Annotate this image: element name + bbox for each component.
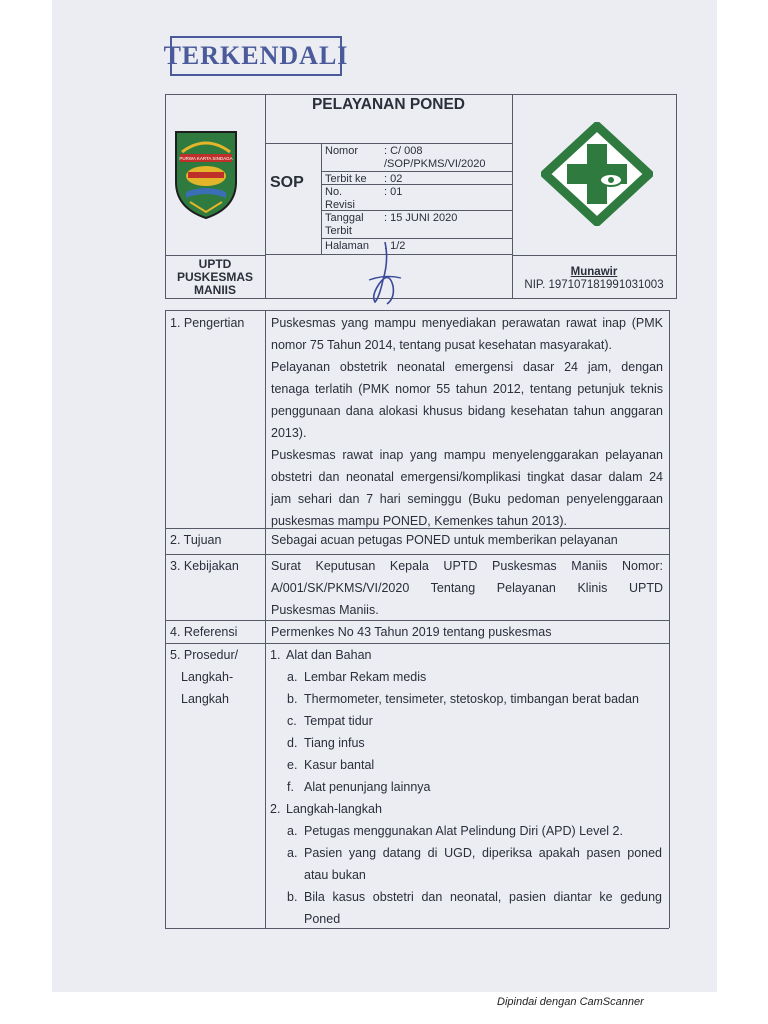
item-mark: b.: [287, 890, 298, 904]
sop-title: PELAYANAN PONED: [311, 96, 466, 113]
terkendali-stamp: TERKENDALI: [170, 36, 342, 76]
item-text-line: Lembar Rekam medis: [304, 670, 427, 684]
meta-label: Tanggal: [325, 212, 364, 224]
table-top-line: [165, 310, 669, 311]
meta-label: Nomor: [325, 145, 359, 157]
row-text-line: Pelayanan obstetrik neonatal emergensi dasar 24 jam, dengan: [271, 360, 663, 374]
header-border-right: [676, 94, 677, 299]
table-left-line: [165, 310, 166, 928]
item-mark: f.: [287, 780, 294, 794]
row-label: Langkah: [181, 692, 229, 706]
item-text-line: Alat penunjang lainnya: [304, 780, 431, 794]
sop-label: SOP: [270, 174, 304, 191]
item-text-line: Poned: [304, 912, 341, 926]
row-text-line: puskesmas mampu PONED, Kemenkes tahun 2013).: [271, 514, 567, 528]
meta-value: : 01: [384, 186, 403, 198]
row-text-line: A/001/SK/PKMS/VI/2020 Tentang Pelayanan Klinis UPTD: [271, 581, 663, 595]
row-text-line: Sebagai acuan petugas PONED untuk memberikan pelayanan: [271, 533, 618, 547]
section-number: 1.: [270, 648, 281, 662]
puskesmas-logo-icon: [541, 122, 653, 226]
row-text-line: Surat Keputusan Kepala UPTD Puskesmas Maniis Nomor:: [271, 559, 663, 573]
item-text-line: atau bukan: [304, 868, 366, 882]
signature-icon: [365, 240, 405, 308]
unit-name: [165, 258, 265, 297]
meta-label: Terbit: [325, 225, 352, 237]
header-border-top: [165, 94, 676, 95]
table-row-line: [165, 620, 669, 621]
item-mark: c.: [287, 714, 297, 728]
section-title: Alat dan Bahan: [286, 648, 372, 662]
item-text-line: Bila kasus obstetri dan neonatal, pasien diantar ke gedung: [304, 890, 662, 904]
table-mid-line: [265, 310, 266, 928]
meta-value: : 15 JUNI 2020: [384, 212, 458, 224]
table-row-line: [165, 528, 669, 529]
header-border-bottom: [165, 298, 676, 299]
unit-line-1: UPTD: [198, 257, 232, 271]
row-text-line: Puskesmas rawat inap yang mampu menyelenggarakan pelayanan: [271, 448, 663, 462]
header-divider-1: [265, 94, 266, 299]
meta-label: Terbit ke: [325, 173, 367, 185]
camscanner-footer: Dipindai dengan CamScanner: [497, 996, 644, 1008]
row-text-line: nomor 75 Tahun 2014, tentang pusat kesehatan masyarakat).: [271, 338, 612, 352]
item-text-line: Tempat tidur: [304, 714, 373, 728]
row-text-line: jam sehari dan 7 hari seminggu (Buku pedoman penyelenggaraan: [271, 492, 663, 506]
unit-line-3: MANIIS: [194, 283, 236, 297]
meta-row-4: [321, 238, 512, 239]
item-mark: a.: [287, 670, 298, 684]
meta-label: Halaman: [325, 240, 370, 252]
right-split-line: [512, 255, 676, 256]
meta-value: : C/ 008: [384, 145, 423, 157]
meta-row-1: [321, 171, 512, 172]
row-label: 5. Prosedur/: [170, 648, 239, 662]
row-label: 4. Referensi: [170, 625, 238, 639]
meta-label: Revisi: [325, 199, 355, 211]
table-row-line: [165, 643, 669, 644]
section-title: Langkah-langkah: [286, 802, 382, 816]
meta-value: : 02: [384, 173, 403, 185]
item-text-line: Kasur bantal: [304, 758, 375, 772]
row-label: 1. Pengertian: [170, 316, 245, 330]
item-mark: b.: [287, 692, 298, 706]
row-label: Langkah-: [181, 670, 234, 684]
item-mark: e.: [287, 758, 298, 772]
signer-nip: NIP. 197107181991031003: [524, 279, 664, 291]
table-row-line: [165, 928, 669, 929]
logo-banner-text: PURWA KARTA SINDAGA: [179, 156, 233, 161]
row-label: 3. Kebijakan: [170, 559, 239, 573]
table-right-line: [669, 310, 670, 928]
row-label: 2. Tujuan: [170, 533, 222, 547]
left-split-line: [165, 255, 265, 256]
unit-line-2: PUSKESMAS: [176, 270, 253, 284]
table-row-line: [165, 554, 669, 555]
row-text-line: obstetri dan neonatal emergensi/komplikasi tingkat dasar dalam 24: [271, 470, 663, 484]
title-row-line: [265, 143, 512, 144]
item-text-line: Thermometer, tensimeter, stetoskop, timbangan berat badan: [304, 692, 639, 706]
meta-value: : 1/2: [384, 240, 406, 252]
item-mark: a.: [287, 846, 298, 860]
row-text-line: Permenkes No 43 Tahun 2019 tentang puskesmas: [271, 625, 552, 639]
row-text-line: Puskesmas Maniis.: [271, 603, 379, 617]
item-text-line: Petugas menggunakan Alat Pelindung Diri (APD) Level 2.: [304, 824, 623, 838]
regency-logo-icon: [172, 128, 240, 220]
meta-value: /SOP/PKMS/VI/2020: [384, 158, 486, 170]
item-mark: a.: [287, 824, 298, 838]
signer-name: Munawir: [570, 266, 618, 278]
item-text-line: Tiang infus: [304, 736, 365, 750]
row-text-line: tenaga terlatih (PMK nomor 55 tahun 2012, tentang petunjuk teknis: [271, 382, 663, 396]
section-number: 2.: [270, 802, 281, 816]
item-mark: d.: [287, 736, 298, 750]
row-text-line: penggunaan dana alokasi khusus bidang kesehatan tahun anggaran: [271, 404, 663, 418]
row-text-line: Puskesmas yang mampu menyediakan perawatan rawat inap (PMK: [271, 316, 663, 330]
meta-label: No.: [325, 186, 343, 198]
row-text-line: 2013).: [271, 426, 307, 440]
item-text-line: Pasien yang datang di UGD, diperiksa apakah pasen poned: [304, 846, 662, 860]
